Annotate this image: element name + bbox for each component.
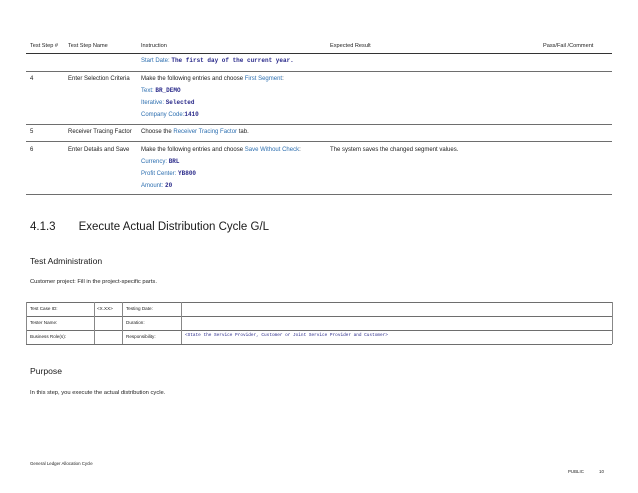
step-number: 4 — [30, 76, 34, 82]
instruction-text: Make the following entries and choose — [141, 147, 245, 153]
tester-name-label: Tester Name: — [30, 320, 58, 325]
step-instruction — [141, 146, 301, 154]
test-case-id-value: <X.XX> — [97, 306, 113, 311]
testing-date-field[interactable] — [184, 304, 609, 314]
instruction-link: Save Without Check — [244, 147, 300, 153]
entry-label: Start Date: — [141, 58, 170, 64]
entry-value: The first day of the current year. — [171, 57, 294, 64]
col-header-instruction: Instruction — [141, 43, 167, 49]
instruction-text: Choose the — [141, 129, 174, 135]
entry-value: 20 — [165, 182, 173, 189]
admin-table-border — [26, 344, 612, 345]
instruction-end: tab. — [237, 129, 249, 135]
business-roles-label: Business Role(s): — [30, 334, 66, 339]
admin-table-border — [181, 302, 182, 344]
admin-table-border — [26, 302, 27, 344]
instruction-end: : — [282, 76, 284, 82]
step-instruction — [141, 128, 249, 136]
step-number: 5 — [30, 129, 34, 135]
entry-value: BRL — [168, 158, 180, 165]
admin-table-border — [94, 302, 95, 344]
entry-value: Selected — [165, 99, 195, 106]
admin-table-border — [612, 302, 613, 344]
test-admin-note: Customer project: Fill in the project-specific parts. — [30, 279, 157, 285]
entry-label: Iterative: — [141, 100, 165, 106]
instruction-link: First Segment — [244, 76, 283, 82]
admin-table-border — [26, 316, 612, 317]
footer-classification: PUBLIC — [568, 469, 584, 474]
row-divider — [26, 124, 612, 125]
duration-label: Duration: — [126, 320, 145, 325]
instruction-link: Receiver Tracing Factor — [173, 129, 238, 135]
row-divider — [26, 141, 612, 142]
admin-table-border — [26, 302, 612, 303]
section-number: 4.1.3 — [30, 221, 56, 233]
instruction-text: Make the following entries and choose — [141, 76, 245, 82]
entry-line — [141, 182, 172, 190]
entry-value: BR_DEMO — [155, 87, 181, 94]
duration-field[interactable] — [184, 318, 609, 328]
test-admin-heading: Test Administration — [30, 256, 103, 266]
step-instruction — [141, 75, 284, 83]
entry-value: 1410 — [184, 111, 199, 118]
footer-page-number: 10 — [599, 469, 604, 474]
step-number: 6 — [30, 147, 34, 153]
entry-value: YB800 — [178, 170, 197, 177]
step-name: Receiver Tracing Factor — [68, 129, 132, 135]
table-divider — [26, 53, 612, 54]
col-header-name: Test Step Name — [68, 43, 108, 49]
section-heading — [30, 220, 269, 234]
entry-label: Profit Center: — [141, 171, 177, 177]
entry-label: Text: — [141, 88, 154, 94]
row-divider — [26, 194, 612, 195]
section-title: Execute Actual Distribution Cycle G/L — [78, 221, 270, 233]
row-divider — [26, 71, 612, 72]
business-roles-field[interactable] — [97, 332, 120, 342]
expected-result: The system saves the changed segment values. — [330, 147, 459, 153]
purpose-text: In this step, you execute the actual distribution cycle. — [30, 390, 166, 396]
step-name: Enter Details and Save — [68, 147, 130, 153]
entry-line — [141, 158, 180, 166]
entry-label: Currency: — [141, 159, 168, 165]
footer-doc-title: General Ledger Allocation Cycle — [30, 461, 93, 466]
entry-line — [141, 111, 199, 119]
responsibility-value: <State the Service Provider, Customer or Joint Service Provider and Customer> — [185, 333, 388, 338]
purpose-heading: Purpose — [30, 366, 63, 376]
instruction-end: : — [299, 147, 301, 153]
test-case-id-label: Test Case ID: — [30, 306, 58, 311]
admin-table-border — [26, 330, 612, 331]
entry-label: Company Code: — [141, 112, 185, 118]
col-header-passfail: Pass/Fail /Comment — [543, 43, 594, 49]
admin-table-border — [122, 302, 123, 344]
tester-name-field[interactable] — [97, 318, 120, 328]
entry-label: Amount: — [141, 183, 164, 189]
entry-line — [141, 170, 196, 178]
step-name: Enter Selection Criteria — [68, 76, 130, 82]
entry-line — [141, 99, 195, 107]
continuation-entry — [141, 57, 294, 65]
col-header-step: Test Step # — [30, 43, 58, 49]
col-header-expected: Expected Result — [330, 43, 371, 49]
testing-date-label: Testing Date: — [126, 306, 153, 311]
responsibility-label: Responsibility: — [126, 334, 156, 339]
entry-line — [141, 87, 181, 95]
